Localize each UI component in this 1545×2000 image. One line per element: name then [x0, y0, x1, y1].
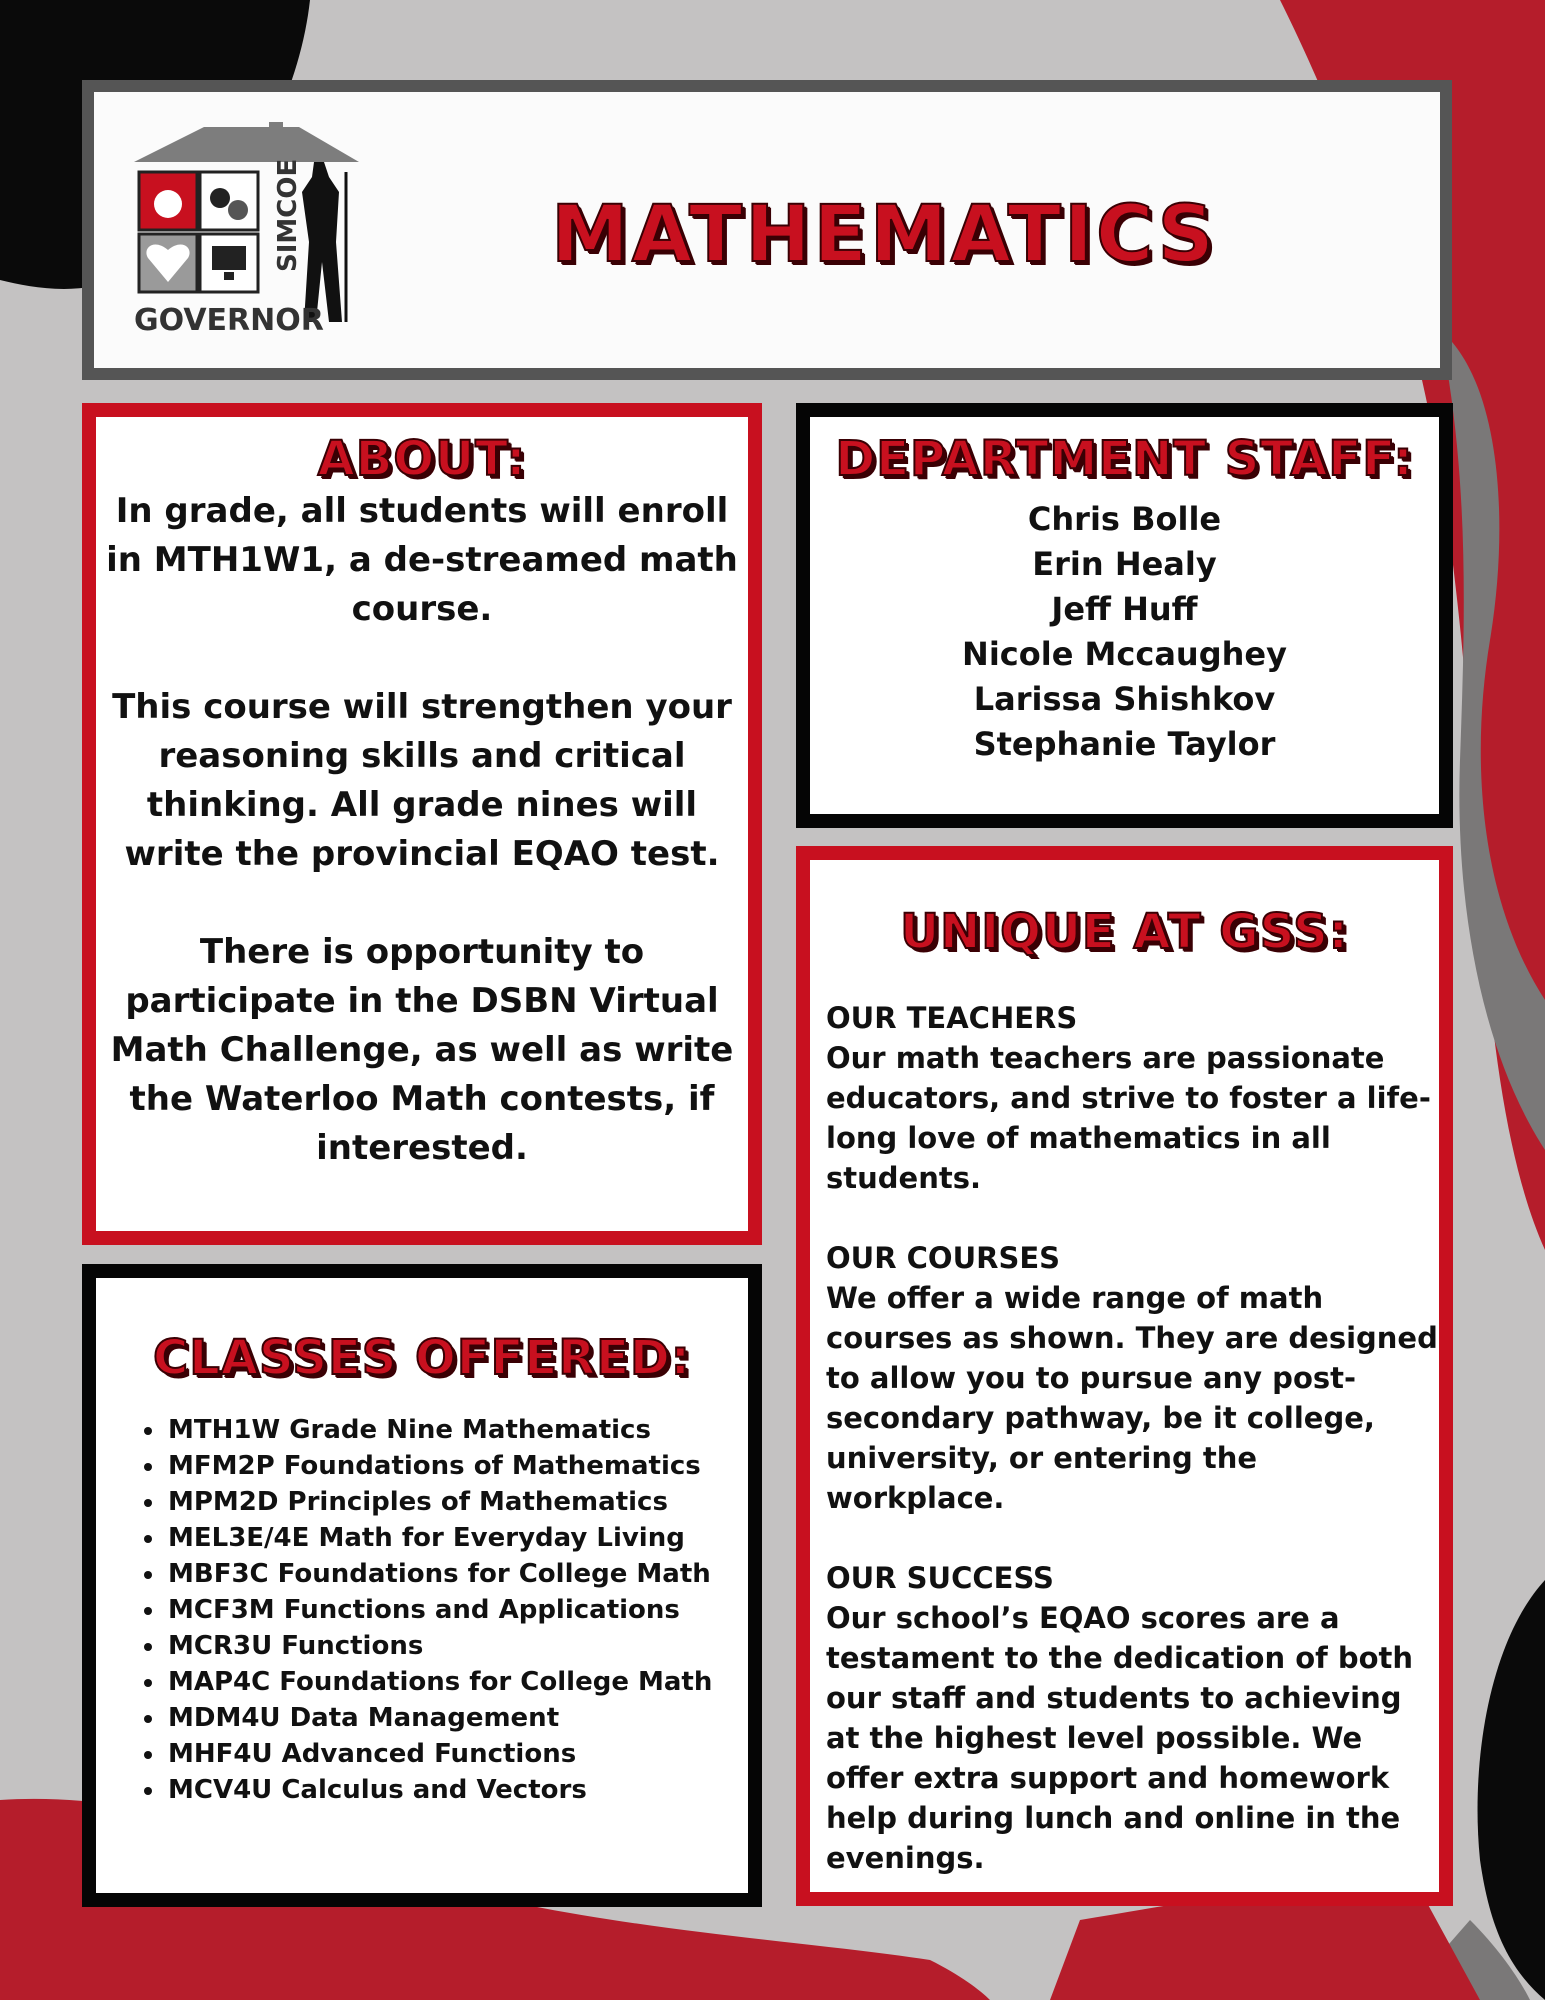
about-text	[106, 487, 738, 1173]
unique-heading: UNIQUE AT GSS:	[900, 904, 1349, 960]
header-panel	[82, 80, 1452, 380]
class-item: • MPM2D Principles of Mathematics	[166, 1484, 748, 1520]
page-title: MATHEMATICS	[551, 190, 1217, 280]
school-logo	[124, 122, 364, 344]
logo-governor-text: GOVERNOR	[134, 303, 324, 338]
unique-section-courses	[826, 1238, 1439, 1518]
class-item: • MDM4U Data Management	[166, 1700, 748, 1736]
class-item: • MAP4C Foundations for College Math	[166, 1664, 748, 1700]
about-panel	[82, 403, 762, 1245]
unique-body	[826, 998, 1439, 1878]
class-list	[96, 1412, 748, 1808]
unique-at-gss-panel	[796, 846, 1453, 1906]
classes-offered-panel	[82, 1264, 762, 1907]
unique-section-success	[826, 1558, 1439, 1878]
staff-member: Larissa Shishkov	[973, 680, 1276, 718]
section-text: Our school’s EQAO scores are a testament to the dedication of both our staff and students to achieving at the highest level possible. We offer extra support and homework help during lunch and online in the evenings.	[826, 1601, 1414, 1875]
about-paragraph: There is opportunity to participate in the DSBN Virtual Math Challenge, as well as write the Waterloo Math contests, if interested.	[110, 932, 734, 1168]
bg-black-blob-bottom-right	[1478, 1580, 1545, 2000]
about-heading: ABOUT:	[317, 431, 527, 487]
section-text: Our math teachers are passionate educators, and strive to foster a life-long love of mathematics in all students.	[826, 1041, 1431, 1195]
staff-member: Chris Bolle	[1027, 500, 1222, 538]
logo-simcoe-text: SIMCOE	[273, 158, 303, 272]
class-item: • MBF3C Foundations for College Math	[166, 1556, 748, 1592]
staff-member: Jeff Huff	[1051, 590, 1198, 628]
staff-member: Stephanie Taylor	[973, 725, 1276, 763]
classes-heading: CLASSES OFFERED:	[153, 1330, 691, 1386]
staff-list	[810, 497, 1439, 767]
staff-member: Erin Healy	[1032, 545, 1217, 583]
section-text: We offer a wide range of math courses as shown. They are designed to allow you to pursue any post-secondary pathway, be it college, university, or entering the workplace.	[826, 1281, 1438, 1515]
section-label: OUR TEACHERS	[826, 1001, 1078, 1035]
class-item: • MFM2P Foundations of Mathematics	[166, 1448, 748, 1484]
unique-section-teachers	[826, 998, 1439, 1198]
section-label: OUR SUCCESS	[826, 1561, 1054, 1595]
department-staff-panel	[796, 403, 1453, 828]
section-label: OUR COURSES	[826, 1241, 1061, 1275]
class-item: • MCV4U Calculus and Vectors	[166, 1772, 748, 1808]
class-item: • MEL3E/4E Math for Everyday Living	[166, 1520, 748, 1556]
class-item: • MHF4U Advanced Functions	[166, 1736, 748, 1772]
class-item: • MCR3U Functions	[166, 1628, 748, 1664]
about-paragraph: This course will strengthen your reasoning skills and critical thinking. All grade nines will write the provincial EQAO test.	[112, 687, 732, 874]
class-item: • MCF3M Functions and Applications	[166, 1592, 748, 1628]
staff-member: Nicole Mccaughey	[962, 635, 1287, 673]
class-item: • MTH1W Grade Nine Mathematics	[166, 1412, 748, 1448]
about-paragraph: In grade, all students will enroll in MTH1W1, a de-streamed math course.	[106, 491, 738, 629]
staff-heading: DEPARTMENT STAFF:	[835, 431, 1414, 487]
